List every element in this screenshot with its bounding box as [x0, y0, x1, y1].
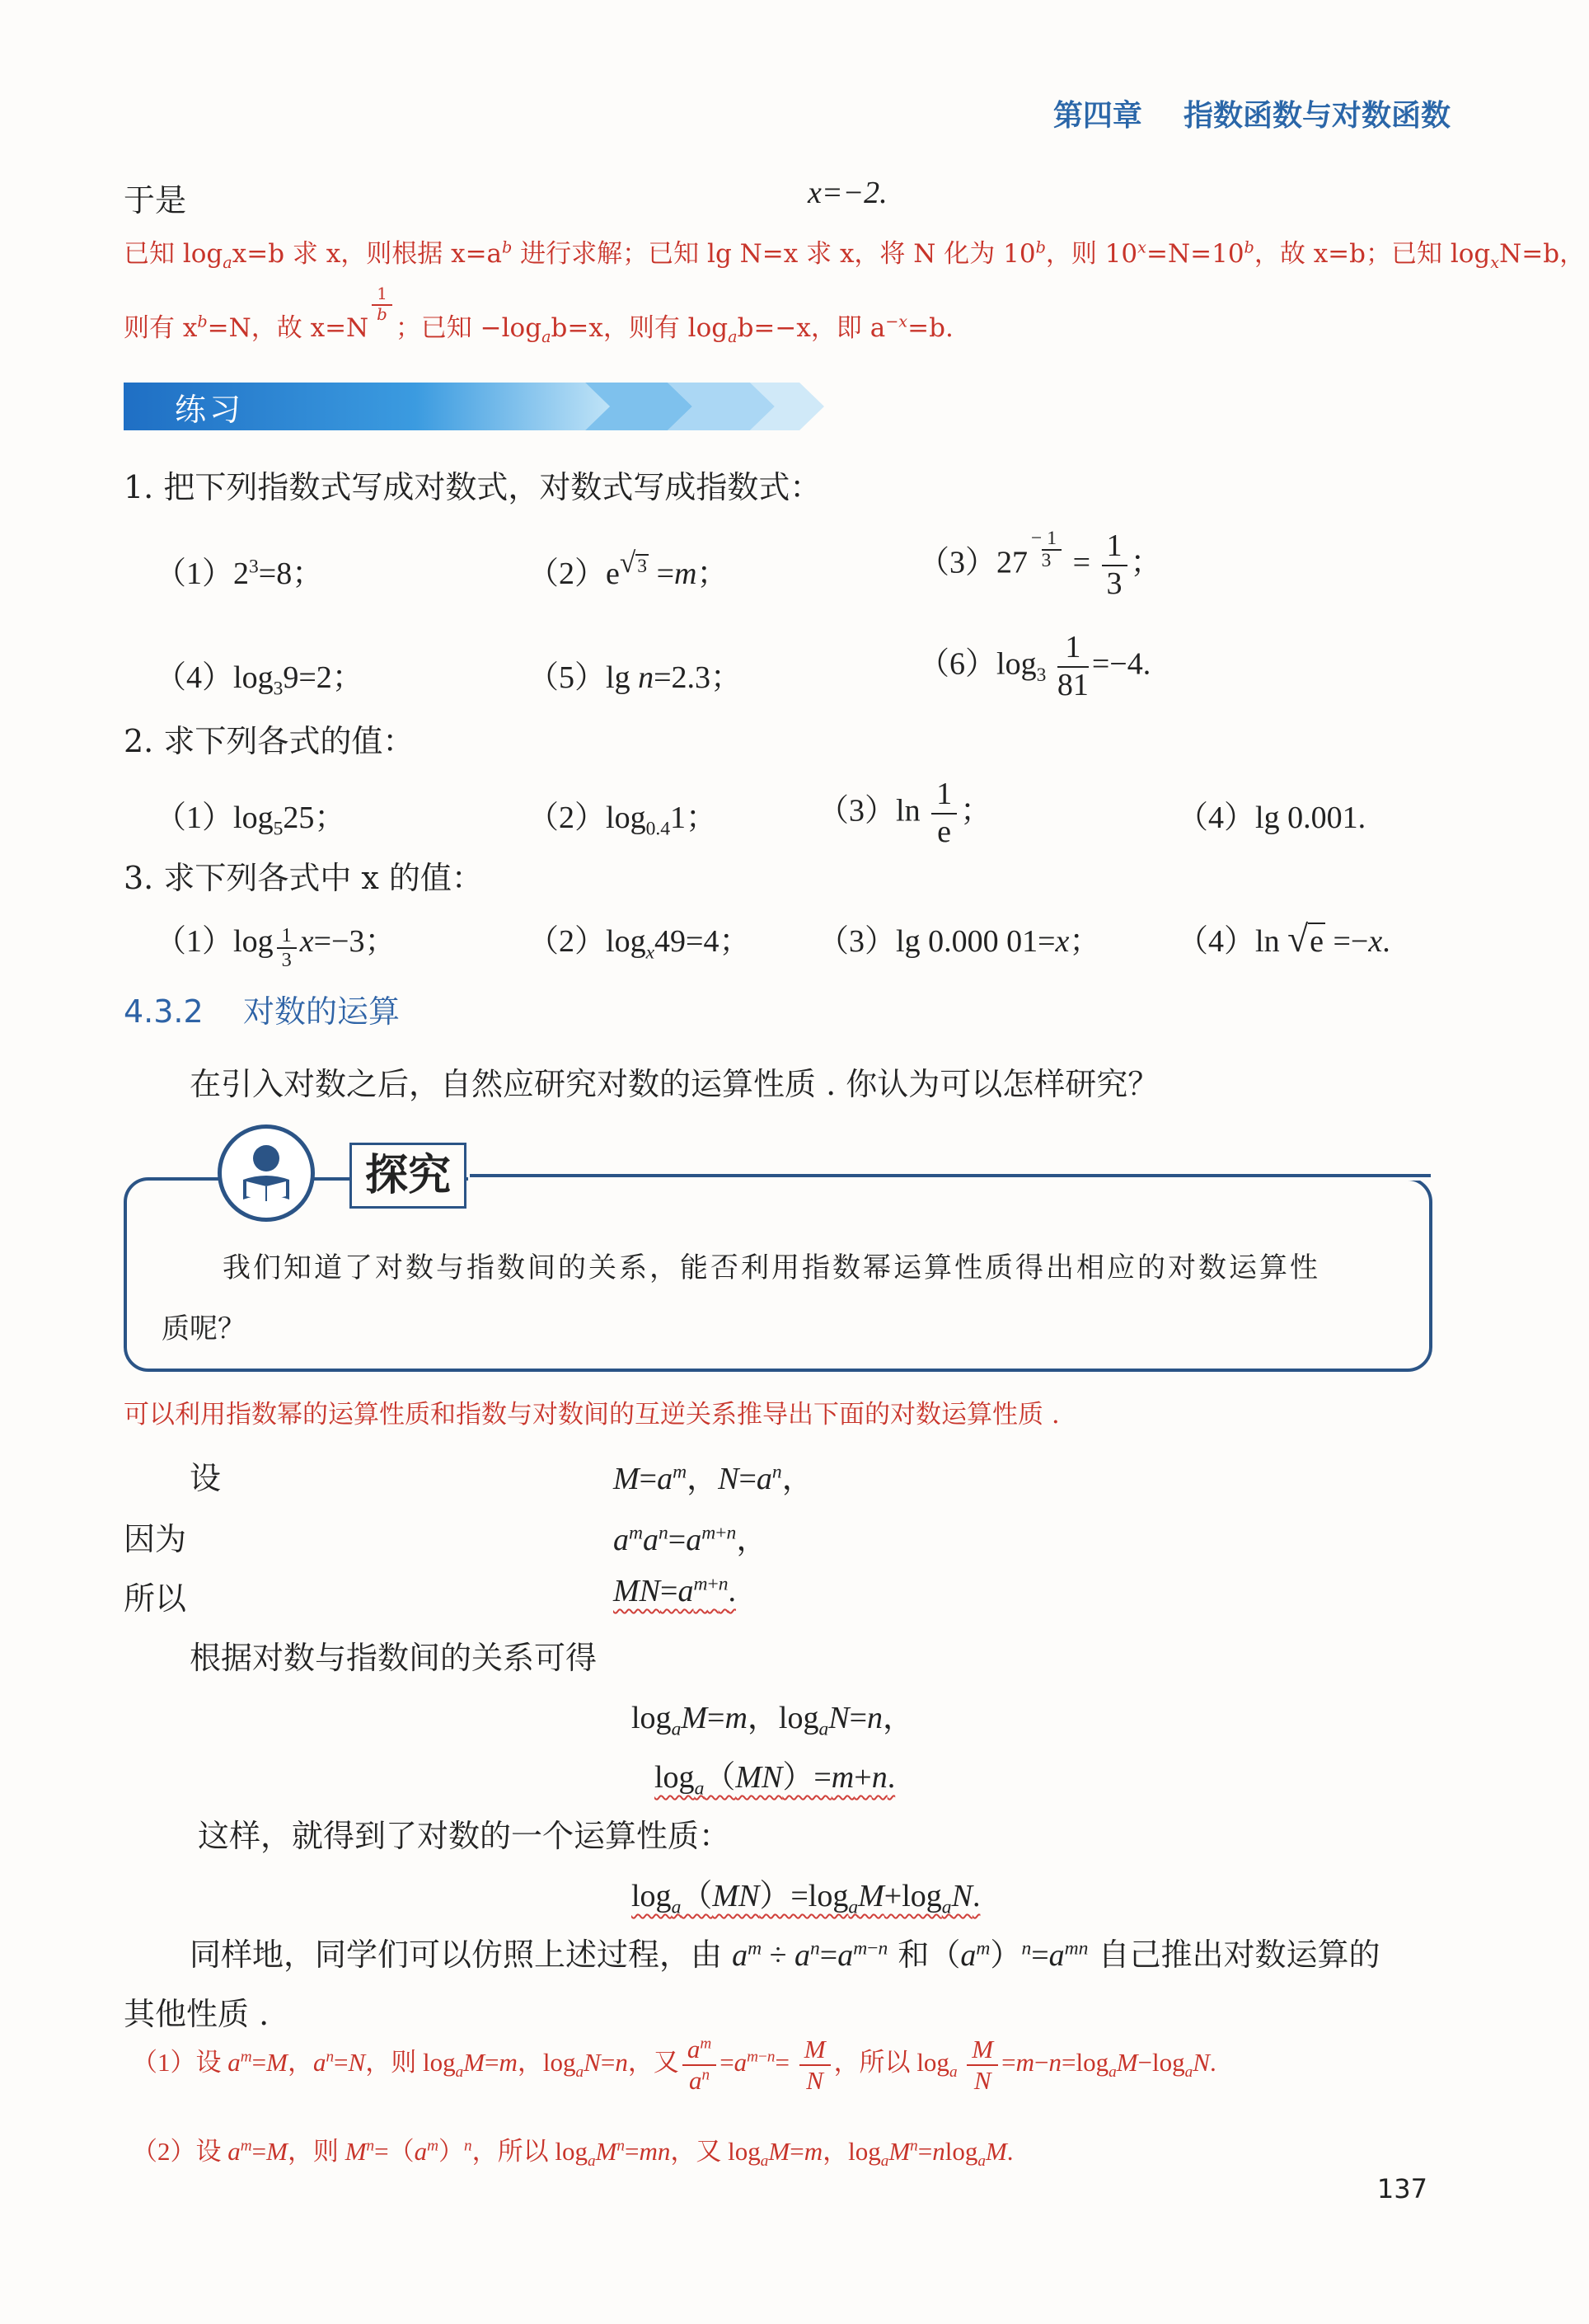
banner-label: 练习 [175, 392, 245, 428]
red-note-1: 已知 $\log_ax=b$ 求 x，则根据 $x=a^b$ 进行求解；已知 lg N=x 求 x，将 N 化为 10$^b$，则 $10^x=N=10^b$，故 x=b；已知 $\log_xN=b$， [124, 237, 1586, 273]
reader-icon [218, 1124, 315, 1222]
ex1-item-3: （3）27 $^{- 1 3}$ = $\frac{1}{3}$ ； [918, 528, 1162, 601]
derivation-yinwei: 因为 [124, 1521, 187, 1557]
ex1-item-2: $(2)e^{√3} =m$； [527, 547, 729, 591]
derivation-tongyang-line1: 同样地，同学们可以仿照上述过程，由 $a^m \div a^n=a^{m-n}$ 和$(a^m)^n=a^{mn}$ 自己推出对数运算的 [190, 1937, 1380, 1973]
section-title: 对数的运算 [243, 993, 401, 1030]
exercise1-title: 1. 把下列指数式写成对数式，对数式写成指数式： [124, 469, 822, 505]
tanjiu-text-2: 质呢？ [162, 1312, 246, 1345]
section-heading [124, 986, 400, 1031]
eq-logs: $\log_aM=m$，$\log_aN=n$， [631, 1701, 915, 1740]
red-note-4: （1）设 $a^m=M$，$a^n=N$，则 $\log_aM=m$，$\log_aN=n$，又 $\frac{a^m}{a^n}$ $=a^{m-n}=$ $\frac{M}{N}$ ，所以 $\log_a$ $\frac{M}{N}$ $=m-n=\log_aM-\log_aN$. [132, 2035, 1216, 2095]
red-note-5: （2）设 $a^m=M$，则 $M^n=(a^m)^n$，所以 $\log_aM^n=mn$，又 $\log_aM=m$，$\log_aM^n=nlog_aM$. [132, 2137, 1014, 2171]
ex1-item-5: （5）lg n=2.3； [527, 660, 743, 695]
ex2-item-3: （3）ln $\frac{1}{e}$ ； [818, 777, 992, 849]
ex1-item-6: $(6)\log_3$ $\frac{1}{81}$ =−4. [918, 630, 1151, 702]
derivation-suoyi: 所以 [124, 1580, 187, 1617]
tanjiu-text-1: 我们知道了对数与指数间的关系，能否利用指数幂运算性质得出相应的对数运算性 [223, 1251, 1320, 1284]
ex2-item-2: $(2)\log_{0.4}1$； [527, 800, 718, 840]
ex3-item-3: （3）lg 0.000 01=x； [818, 924, 1101, 959]
eq-mn: $MN=a^{m+n}$. [613, 1573, 737, 1608]
intro-yushi: 于是 [124, 182, 187, 218]
exercise2-title: 2. 求下列各式的值： [124, 723, 415, 759]
section-number: 4.3.2 [124, 993, 204, 1030]
page-number: 137 [1376, 2173, 1427, 2204]
ex1-item-4: $(4)\log_39=2$； [155, 660, 363, 700]
ex1-item-1: $(1)2^3=8$； [155, 556, 324, 591]
derivation-tongyang-line2: 其他性质 . [124, 1996, 270, 2032]
intro-x-equation: x=−2. [808, 176, 888, 210]
tanjiu-top-rule [470, 1174, 1431, 1177]
red-note-3: 可以利用指数幂的运算性质和指数与对数间的互逆关系推导出下面的对数运算性质 . [124, 1400, 1060, 1430]
tanjiu-label: 探究 [349, 1143, 466, 1209]
para-intro: 在引入对数之后，自然应研究对数的运算性质 . 你认为可以怎样研究？ [190, 1066, 1160, 1102]
ex3-item-4: （4）ln √e =−x. [1177, 918, 1390, 960]
chapter-title: 指数函数与对数函数 [1183, 99, 1451, 133]
chapter-header [1053, 92, 1451, 134]
ex3-item-2: $(2)\log_x49=4$； [527, 924, 751, 964]
ex3-item-1: （1）log $\frac{1}{3}$ x=−3； [155, 924, 396, 971]
ex2-item-1: $(1)\log_525$； [155, 800, 346, 840]
derivation-zheyang: 这样，就得到了对数的一个运算性质： [198, 1818, 731, 1854]
eq-log-mn: $\log_a(MN)=m+n$. [654, 1760, 896, 1800]
tanjiu-gap [468, 1177, 1431, 1181]
eq-define: $M=a^m$，$N=a^n$， [613, 1461, 813, 1496]
eq-product: $a^ma^n=a^{m+n}$， [613, 1522, 768, 1557]
chapter-number: 第四章 [1052, 99, 1142, 133]
derivation-she: 设 [190, 1460, 222, 1496]
ex2-item-4: （4）lg 0.001. [1177, 800, 1366, 835]
derivation-genju: 根据对数与指数间的关系可得 [190, 1640, 598, 1676]
exercise3-title: 3. 求下列各式中 x 的值： [124, 860, 483, 896]
eq-log-property: $\log_a(MN)=\log_aM+\log_aN$. [631, 1879, 981, 1918]
red-note-2: 则有 $x^b=N$，故 x=N $\frac{1}{b}$ ；已知 $-\log_ab=x$，则有 $\log_ab=-x$，即 $a^{-x}=b$. [124, 284, 954, 346]
